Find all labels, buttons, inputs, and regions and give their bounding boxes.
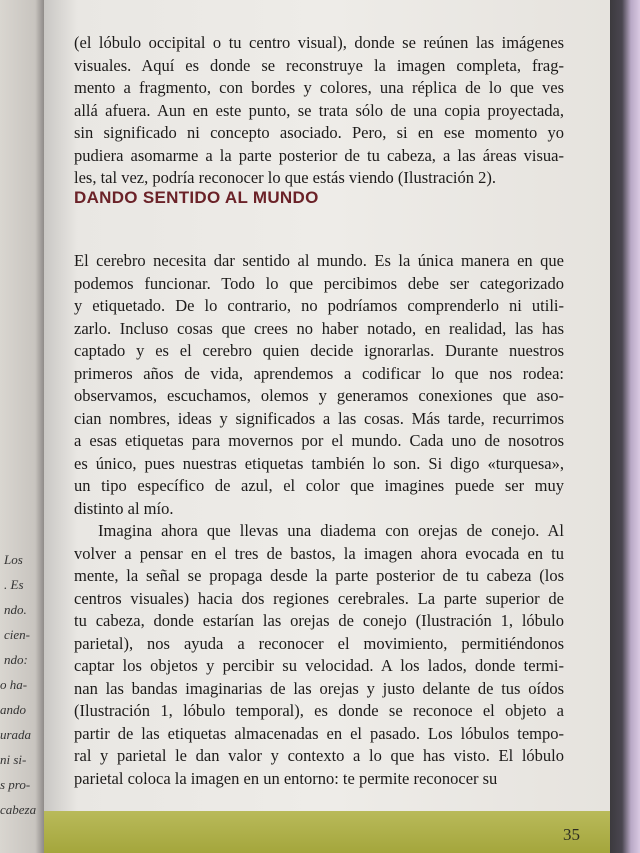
text-line: centros visuales) hacia dos regiones cerebrales. La parte superior de bbox=[74, 588, 564, 608]
text-line: y etiquetado. De lo contrario, no podríamos comprenderlo ni utili- bbox=[74, 296, 564, 315]
text-line: distinto al mío. bbox=[74, 498, 174, 518]
text-line: les, tal vez, podría reconocer lo que estás viendo (Ilustración 2). bbox=[74, 168, 496, 187]
text-line: captado y es el cerebro quien decide ignorarlas. Durante nuestros bbox=[74, 341, 564, 360]
paragraph-1 bbox=[74, 250, 564, 520]
text-line: a esas etiquetas para movernos por el mundo. Cada uno de nosotros bbox=[74, 431, 564, 450]
text-line: podemos funcionar. Todo lo que percibimos debe ser categorizado bbox=[74, 273, 564, 293]
text-line: mento a fragmento, con bordes y colores, una réplica de lo que ves bbox=[74, 78, 564, 97]
text-line: zarlo. Incluso cosas que crees no haber notado, en realidad, las has bbox=[74, 318, 564, 338]
top-paragraph bbox=[74, 32, 564, 190]
text-line: parietal coloca la imagen en un entorno: te permite reconocer su bbox=[74, 768, 498, 788]
text-line: allá afuera. Aun en este punto, se trata sólo de una copia proyectada, bbox=[74, 100, 564, 120]
text-line: captar los objetos y percibir su velocidad. A los lados, donde termi- bbox=[74, 656, 564, 675]
background-surface bbox=[610, 0, 640, 853]
paragraph-2 bbox=[74, 520, 564, 790]
text-line: primeros años de vida, aprendemos a codificar lo que nos rodea: bbox=[74, 363, 564, 383]
text-line: tu cabeza, donde estarían las orejas de conejo (Ilustración 1, lóbulo bbox=[74, 611, 564, 630]
text-line: mente, la señal se propaga desde la parte posterior de tu cabeza (los bbox=[74, 566, 564, 585]
text-line: ral y parietal le dan valor y contexto a lo que has visto. El lóbulo bbox=[74, 746, 564, 765]
book-page bbox=[44, 0, 610, 853]
page-number: 35 bbox=[563, 825, 580, 844]
text-line: Imagina ahora que llevas una diadema con orejas de conejo. Al bbox=[98, 521, 564, 540]
left-page-fragment: Los bbox=[4, 552, 23, 567]
left-page-fragment: ando bbox=[0, 702, 26, 717]
left-page-fragment: ndo. bbox=[4, 602, 27, 617]
text-line: partir de las etiquetas almacenadas en el pasado. Los lóbulos tempo- bbox=[74, 723, 564, 743]
footer-band bbox=[44, 811, 610, 853]
left-page-fragment: cabeza bbox=[0, 802, 37, 817]
text-line: El cerebro necesita dar sentido al mundo. Es la única manera en que bbox=[74, 251, 564, 270]
left-page-fragment: s pro- bbox=[0, 777, 31, 792]
text-line: nan las bandas imaginarias de las orejas y justo delante de tus oídos bbox=[74, 678, 564, 698]
text-line: un tipo específico de azul, el color que imagines puede ser muy bbox=[74, 476, 564, 495]
left-page-edge bbox=[0, 0, 44, 853]
left-page-fragment: cien- bbox=[4, 627, 30, 642]
text-line: observamos, escuchamos, olemos y generamos conexiones que aso- bbox=[74, 386, 564, 405]
text-line: visuales. Aquí es donde se reconstruye la imagen completa, frag- bbox=[74, 55, 564, 75]
text-line: (Ilustración 1, lóbulo temporal), es donde se reconoce el objeto a bbox=[74, 701, 564, 720]
text-line: sin significado ni concepto asociado. Pero, si en ese momento yo bbox=[74, 123, 564, 142]
text-line: parietal), nos ayuda a reconocer el movimiento, permitiéndonos bbox=[74, 633, 564, 653]
text-line: es único, pues nuestras etiquetas también lo son. Si digo «turquesa», bbox=[74, 453, 564, 473]
section-heading: DANDO SENTIDO AL MUNDO bbox=[74, 188, 319, 207]
text-line: cian nombres, ideas y significados a las cosas. Más tarde, recurrimos bbox=[74, 408, 564, 428]
left-page-fragment: urada bbox=[0, 727, 32, 742]
text-line: pudiera asomarme a la parte posterior de tu cabeza, a las áreas visua- bbox=[74, 145, 564, 165]
left-page-fragment: . Es bbox=[4, 577, 24, 592]
left-page-fragment: o ha- bbox=[0, 677, 28, 692]
text-line: (el lóbulo occipital o tu centro visual), donde se reúnen las imágenes bbox=[74, 33, 564, 52]
left-page-fragment: ni si- bbox=[0, 752, 27, 767]
text-line: volver a pensar en el tres de bastos, la imagen ahora evocada en tu bbox=[74, 543, 564, 563]
left-page-fragment: ndo: bbox=[4, 652, 28, 667]
